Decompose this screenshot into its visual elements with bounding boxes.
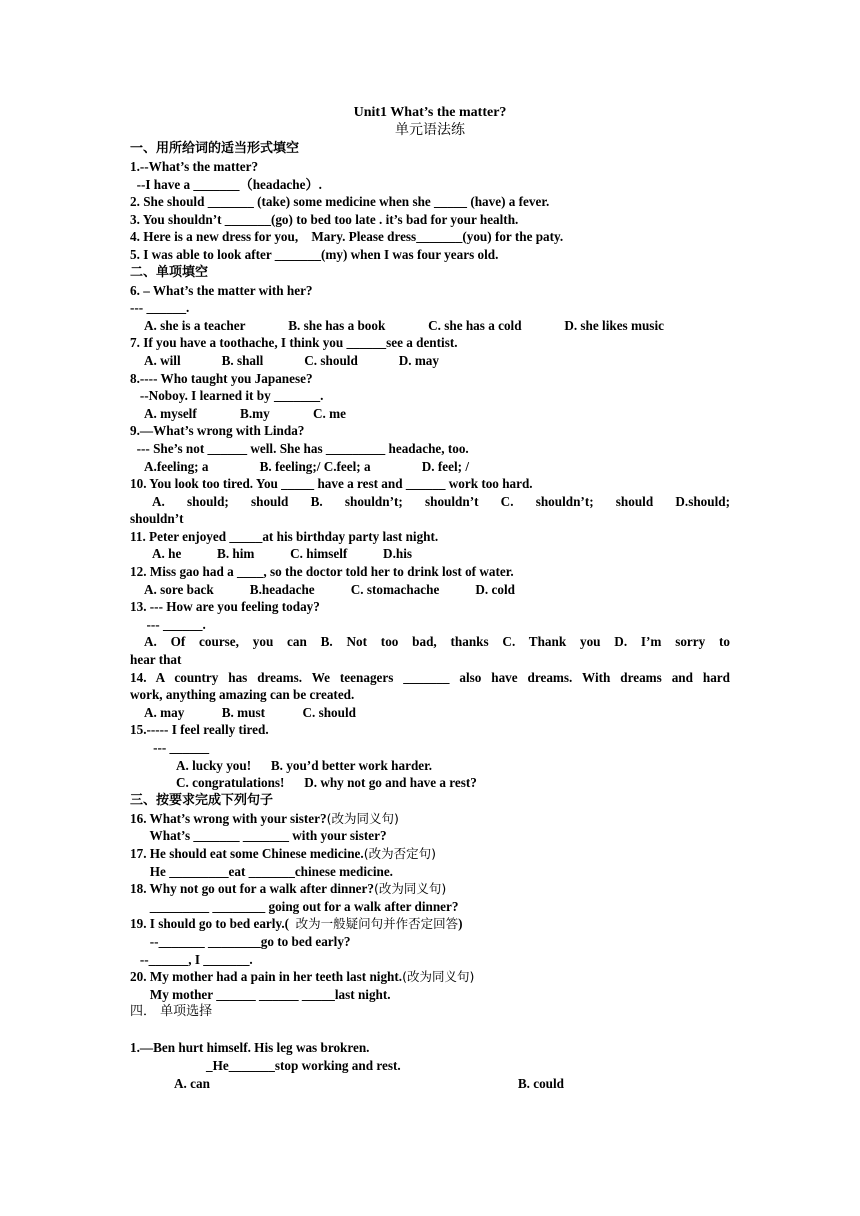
question-17-stem xyxy=(130,845,730,863)
question-line: 1.--What’s the matter? xyxy=(130,159,259,174)
option-b: B.my xyxy=(240,405,270,421)
question-13-stem: 13. --- How are you feeling today? xyxy=(130,599,320,615)
section-2-heading: 二、单项填空 xyxy=(130,264,209,280)
option-c: C. she has a cold xyxy=(428,317,522,333)
question-20-instruction: (改为同义句) xyxy=(402,969,475,985)
question-10-options-wrap: shouldn’t xyxy=(130,511,184,527)
question-line: 2. She should _______ (take) some medicine when she _____ (have) a fever. xyxy=(130,194,550,210)
option-b: B. him xyxy=(217,546,255,562)
question-16-instruction: (改为同义句) xyxy=(326,810,399,826)
option-c: C. should xyxy=(302,704,356,720)
question-12-options xyxy=(130,581,515,599)
question-6-stem: 6. – What’s the matter with her? xyxy=(130,282,313,298)
option-b: B. shall xyxy=(221,352,264,368)
question-19-text: 19. I should go to bed early.( xyxy=(130,916,296,932)
question-13-options-wrap: hear that xyxy=(130,652,182,668)
section-3-heading: 三、按要求完成下列句子 xyxy=(130,792,274,808)
question-line: --I have a _______（headache）. xyxy=(130,176,322,192)
option-b: B. could xyxy=(517,1075,564,1091)
question-11-options xyxy=(130,545,412,563)
option-c: C. me xyxy=(313,405,346,421)
question-15-options-2: C. congratulations! D. why not go and have a rest? xyxy=(176,775,477,791)
question-19-paren: ) xyxy=(458,916,463,932)
question-20-text: 20. My mother had a pain in her teeth last night. xyxy=(130,969,403,985)
question-9-options xyxy=(130,458,469,476)
option-d: D. may xyxy=(398,352,439,368)
question-14-options xyxy=(130,704,356,722)
question-14-line-2: work, anything amazing can be created. xyxy=(130,687,355,703)
question-line: 5. I was able to look after _______(my) when I was four years old. xyxy=(130,246,499,262)
question-10-stem: 10. You look too tired. You _____ have a rest and ______ work too hard. xyxy=(130,476,533,492)
question-6-reply: --- ______. xyxy=(130,300,190,316)
question-17-answer: He _________eat _______chinese medicine. xyxy=(130,863,393,879)
question-16-stem xyxy=(130,810,730,828)
option-a: A.feeling; a xyxy=(144,458,209,474)
option-d: D.his xyxy=(383,546,412,562)
question-19-answer-2: --______, I _______. xyxy=(130,951,253,967)
question-13-options: A. Of course, you can B. Not too bad, thanks C. Thank you D. I’m sorry to xyxy=(144,634,730,650)
question-15-options-1: A. lucky you! B. you’d better work harder. xyxy=(176,757,433,773)
question-12-stem: 12. Miss gao had a ____, so the doctor told her to drink lost of water. xyxy=(130,564,514,580)
question-7-stem: 7. If you have a toothache, I think you ______see a dentist. xyxy=(130,335,458,351)
option-b: B. must xyxy=(221,704,265,720)
question-19-instruction: 改为一般疑问句并作否定回答 xyxy=(295,916,459,932)
question-18-instruction: (改为同义句) xyxy=(373,881,447,897)
part4-question-1-stem: 1.—Ben hurt himself. His leg was brokren. xyxy=(130,1040,370,1056)
option-a: A. sore back xyxy=(144,581,214,597)
question-8-options xyxy=(130,405,346,423)
question-8-stem: 8.---- Who taught you Japanese? xyxy=(130,370,313,386)
question-10-options: A. should; should B. shouldn’t; shouldn’t C. shouldn’t; should D.should; xyxy=(152,493,730,509)
question-19-stem xyxy=(130,915,730,933)
option-a: A. may xyxy=(144,704,185,720)
question-16-text: 16. What’s wrong with your sister? xyxy=(130,810,327,826)
part4-question-1-line-2: _He_______stop working and rest. xyxy=(206,1057,401,1073)
question-17-text: 17. He should eat some Chinese medicine. xyxy=(130,845,364,861)
question-6-options xyxy=(130,317,664,335)
option-b: B.headache xyxy=(249,581,315,597)
option-c: C. himself xyxy=(290,546,348,562)
question-20-answer: My mother ______ ______ _____last night. xyxy=(130,986,391,1002)
question-18-answer: _________ ________ going out for a walk after dinner? xyxy=(130,898,459,914)
option-a: A. will xyxy=(144,352,181,368)
option-a: A. can xyxy=(174,1075,210,1091)
option-a: A. he xyxy=(152,546,182,562)
question-15-reply: --- ______ xyxy=(130,740,210,755)
option-a: A. myself xyxy=(144,405,197,421)
part4-question-1-options xyxy=(130,1075,564,1093)
question-19-answer: --_______ ________go to bed early? xyxy=(130,933,351,949)
option-c: C. should xyxy=(304,352,358,368)
question-15-stem: 15.----- I feel really tired. xyxy=(130,722,269,738)
question-16-answer: What’s _______ _______ with your sister? xyxy=(130,828,387,844)
spacer xyxy=(130,1021,730,1039)
question-18-text: 18. Why not go out for a walk after dinner? xyxy=(130,881,374,897)
page-title: Unit1 What’s the matter? xyxy=(353,105,507,120)
option-a: A. she is a teacher xyxy=(144,317,246,333)
worksheet xyxy=(130,104,730,1092)
question-line: 4. Here is a new dress for you, Mary. Please dress_______(you) for the paty. xyxy=(130,229,564,245)
option-c: C. stomachache xyxy=(350,581,440,597)
option-d: D. feel; / xyxy=(421,458,469,474)
question-13-reply: --- ______. xyxy=(130,616,206,632)
question-14-line-1: 14. A country has dreams. We teenagers _______ also have dreams. With dreams and hard xyxy=(130,669,730,685)
section-4-heading: 四． 单项选择 xyxy=(130,1004,213,1020)
question-20-stem xyxy=(130,968,730,986)
section-1-heading: 一、用所给词的适当形式填空 xyxy=(130,141,300,156)
question-7-options xyxy=(130,352,439,370)
question-11-stem: 11. Peter enjoyed _____at his birthday party last night. xyxy=(130,528,439,544)
option-d: D. she likes music xyxy=(564,317,664,333)
question-line: 3. You shouldn’t _______(go) to bed too late . it’s bad for your health. xyxy=(130,211,519,227)
question-9-reply: --- She’s not ______ well. She has _________ headache, too. xyxy=(130,440,469,456)
question-9-stem: 9.—What’s wrong with Linda? xyxy=(130,423,305,439)
option-d: D. cold xyxy=(475,581,515,597)
question-17-instruction: (改为否定句) xyxy=(363,845,436,861)
question-18-stem xyxy=(130,880,730,898)
page-subtitle: 单元语法练 xyxy=(395,123,465,138)
option-b: B. feeling;/ C.feel; a xyxy=(259,458,371,474)
question-8-reply: --Noboy. I learned it by _______. xyxy=(130,388,324,404)
option-b: B. she has a book xyxy=(288,317,386,333)
